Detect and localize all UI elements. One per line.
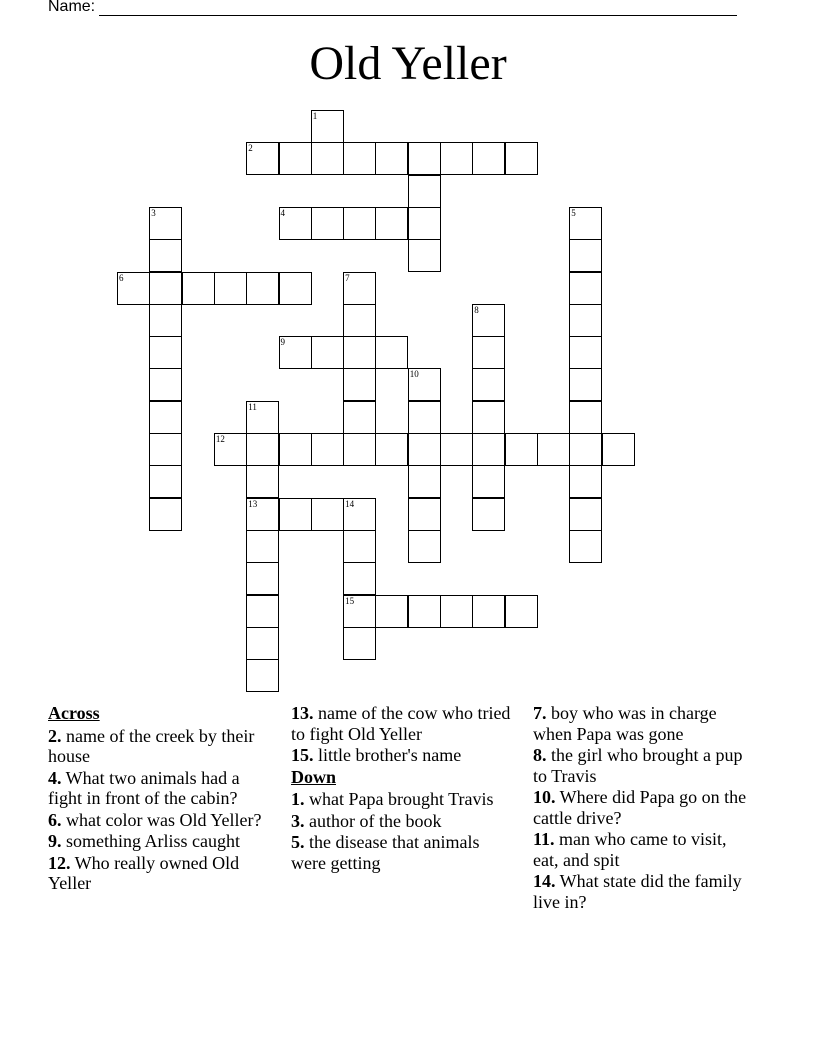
- grid-cell[interactable]: [246, 272, 279, 305]
- clue-num: 3.: [291, 810, 305, 831]
- clue-item: [291, 811, 513, 832]
- clue-num: 6.: [48, 809, 62, 830]
- grid-cell[interactable]: [408, 465, 441, 498]
- clue-number: 12: [215, 434, 225, 444]
- clue-num: 14.: [533, 871, 556, 891]
- grid-cell[interactable]: [343, 207, 376, 240]
- grid-cell[interactable]: [214, 272, 247, 305]
- clue-text: the disease that animals were getting: [291, 832, 480, 873]
- grid-cell[interactable]: [569, 498, 602, 531]
- grid-cell[interactable]: [408, 142, 441, 175]
- clues-column-1: [48, 703, 270, 895]
- clue-number: 8: [474, 304, 479, 315]
- grid-cell[interactable]: [375, 433, 408, 466]
- grid-cell[interactable]: [569, 336, 602, 369]
- grid-cell[interactable]: [246, 498, 279, 531]
- grid-cell[interactable]: [279, 207, 312, 240]
- clue-number: 15: [345, 595, 355, 606]
- clue-num: 2.: [48, 725, 62, 746]
- grid-cell[interactable]: [149, 207, 182, 240]
- grid-cell[interactable]: [246, 433, 279, 466]
- grid-cell[interactable]: [569, 368, 602, 401]
- grid-cell[interactable]: [537, 433, 570, 466]
- grid-cell[interactable]: [440, 142, 473, 175]
- clue-text: author of the book: [304, 810, 442, 831]
- clue-num: 7.: [533, 703, 547, 723]
- grid-cell[interactable]: [440, 595, 473, 628]
- grid-cell[interactable]: [408, 207, 441, 240]
- clue-number: 3: [151, 207, 156, 218]
- grid-cell[interactable]: [569, 272, 602, 305]
- grid-cell[interactable]: [472, 465, 505, 498]
- grid-cell[interactable]: [408, 433, 441, 466]
- clue-text: name of the cow who tried to fight Old Yeller: [291, 703, 511, 744]
- clues-column-3: [533, 703, 755, 913]
- grid-cell[interactable]: [408, 368, 441, 401]
- grid-cell[interactable]: [472, 336, 505, 369]
- grid-cell[interactable]: [343, 627, 376, 660]
- grid-cell[interactable]: [246, 142, 279, 175]
- grid-cell[interactable]: [246, 659, 279, 692]
- grid-cell[interactable]: [375, 595, 408, 628]
- grid-cell[interactable]: [311, 142, 344, 175]
- grid-cell[interactable]: [343, 595, 376, 628]
- grid-cell[interactable]: [149, 304, 182, 337]
- grid-cell[interactable]: [375, 142, 408, 175]
- clue-number: 11: [248, 401, 257, 412]
- grid-cell[interactable]: [343, 530, 376, 563]
- grid-cell[interactable]: [472, 368, 505, 401]
- grid-cell[interactable]: [149, 433, 182, 466]
- grid-cell[interactable]: [569, 207, 602, 240]
- grid-cell[interactable]: [343, 368, 376, 401]
- grid-cell[interactable]: [472, 304, 505, 337]
- grid-cell[interactable]: [279, 433, 312, 466]
- grid-cell[interactable]: [505, 433, 538, 466]
- grid-cell[interactable]: [311, 498, 344, 531]
- clue-num: 10.: [533, 787, 556, 807]
- grid-cell[interactable]: [343, 401, 376, 434]
- clue-item: [291, 703, 513, 744]
- clue-item: [533, 829, 755, 870]
- clue-number: 7: [345, 272, 350, 283]
- grid-cell[interactable]: [311, 336, 344, 369]
- clue-item: [48, 831, 270, 852]
- grid-cell[interactable]: [246, 562, 279, 595]
- clue-item: [48, 810, 270, 831]
- grid-cell[interactable]: [375, 336, 408, 369]
- grid-cell[interactable]: [279, 498, 312, 531]
- grid-cell[interactable]: [117, 272, 150, 305]
- grid-cell[interactable]: [569, 304, 602, 337]
- clue-item: [533, 871, 755, 912]
- grid-cell[interactable]: [569, 401, 602, 434]
- grid-cell[interactable]: [602, 433, 635, 466]
- clue-item: [291, 745, 513, 766]
- grid-cell[interactable]: [472, 595, 505, 628]
- clue-number: 14: [345, 498, 355, 509]
- clue-number: 5: [571, 207, 576, 218]
- clue-number: 4: [280, 207, 285, 218]
- grid-cell[interactable]: [246, 465, 279, 498]
- grid-cell[interactable]: [408, 175, 441, 208]
- clue-item: [291, 789, 513, 810]
- clue-text: boy who was in charge when Papa was gone: [533, 703, 717, 744]
- grid-cell[interactable]: [149, 465, 182, 498]
- clue-num: 13.: [291, 703, 314, 723]
- grid-cell[interactable]: [279, 142, 312, 175]
- grid-cell[interactable]: [182, 272, 215, 305]
- grid-cell[interactable]: [472, 142, 505, 175]
- name-label: Name:: [48, 0, 96, 15]
- grid-cell[interactable]: [343, 304, 376, 337]
- grid-cell[interactable]: [408, 530, 441, 563]
- grid-cell[interactable]: [149, 368, 182, 401]
- grid-cell[interactable]: [408, 498, 441, 531]
- grid-cell[interactable]: [246, 595, 279, 628]
- grid-cell[interactable]: [311, 207, 344, 240]
- grid-cell[interactable]: [149, 498, 182, 531]
- clue-num: 1.: [291, 789, 305, 809]
- clue-number: 10: [409, 369, 419, 380]
- grid-cell[interactable]: [343, 562, 376, 595]
- clue-num: 4.: [48, 767, 62, 788]
- clue-item: [533, 745, 755, 786]
- grid-cell[interactable]: [505, 595, 538, 628]
- clue-item: [48, 853, 270, 894]
- grid-cell[interactable]: [375, 207, 408, 240]
- grid-cell[interactable]: [343, 433, 376, 466]
- grid-cell[interactable]: [569, 465, 602, 498]
- clue-text: Who really owned Old Yeller: [48, 852, 240, 893]
- clue-number: 13: [248, 498, 258, 509]
- clue-number: 9: [280, 337, 285, 348]
- clue-number: 1: [312, 111, 318, 121]
- clue-num: 8.: [533, 745, 547, 765]
- grid-cell[interactable]: [440, 433, 473, 466]
- grid-cell[interactable]: [279, 336, 312, 369]
- grid-cell[interactable]: [343, 336, 376, 369]
- clue-num: 11.: [533, 829, 555, 849]
- grid-cell[interactable]: [505, 142, 538, 175]
- clue-text: man who came to visit, eat, and spit: [533, 829, 727, 870]
- grid-cell[interactable]: [343, 272, 376, 305]
- grid-cell[interactable]: [408, 595, 441, 628]
- clue-text: something Arliss caught: [61, 831, 240, 851]
- grid-cell[interactable]: [343, 142, 376, 175]
- clue-item: [533, 703, 755, 744]
- clue-item: [291, 832, 513, 873]
- clue-item: [48, 768, 270, 809]
- grid-cell[interactable]: [246, 627, 279, 660]
- clue-item: [533, 787, 755, 828]
- grid-cell[interactable]: [149, 401, 182, 434]
- clue-text: little brother's name: [313, 745, 462, 765]
- clues-column-2: [291, 703, 513, 874]
- clue-num: 12.: [48, 852, 71, 873]
- clue-text: name of the creek by their house: [48, 725, 255, 766]
- clue-text: the girl who brought a pup to Travis: [533, 745, 743, 786]
- grid-cell[interactable]: [472, 498, 505, 531]
- grid-cell[interactable]: [472, 433, 505, 466]
- grid-cell[interactable]: [343, 498, 376, 531]
- down-heading: Down: [291, 766, 337, 787]
- grid-cell[interactable]: [408, 401, 441, 434]
- clue-number: 6: [119, 272, 124, 283]
- clue-text: what Papa brought Travis: [304, 789, 494, 809]
- grid-cell[interactable]: [569, 530, 602, 563]
- grid-cell[interactable]: [149, 336, 182, 369]
- grid-cell[interactable]: [408, 239, 441, 272]
- grid-cell[interactable]: [569, 433, 602, 466]
- clue-num: 15.: [291, 745, 314, 765]
- puzzle-title: Old Yeller: [309, 37, 507, 90]
- grid-cell[interactable]: [246, 401, 279, 434]
- grid-cell[interactable]: [311, 110, 344, 143]
- clue-item: [48, 726, 270, 767]
- clue-number: 2: [248, 143, 253, 154]
- clue-text: what color was Old Yeller?: [61, 809, 262, 830]
- grid-cell[interactable]: [311, 433, 344, 466]
- grid-cell[interactable]: [279, 272, 312, 305]
- grid-cell[interactable]: [246, 530, 279, 563]
- grid-cell[interactable]: [149, 272, 182, 305]
- grid-cell[interactable]: [214, 433, 247, 466]
- clue-num: 5.: [291, 832, 305, 852]
- clue-num: 9.: [48, 831, 62, 851]
- clue-text: What two animals had a fight in front of the cabin?: [48, 767, 240, 808]
- clue-text: What state did the family live in?: [533, 871, 742, 912]
- grid-cell[interactable]: [569, 239, 602, 272]
- clue-text: Where did Papa go on the cattle drive?: [533, 787, 747, 828]
- grid-cell[interactable]: [149, 239, 182, 272]
- across-heading: Across: [48, 703, 100, 723]
- grid-cell[interactable]: [472, 401, 505, 434]
